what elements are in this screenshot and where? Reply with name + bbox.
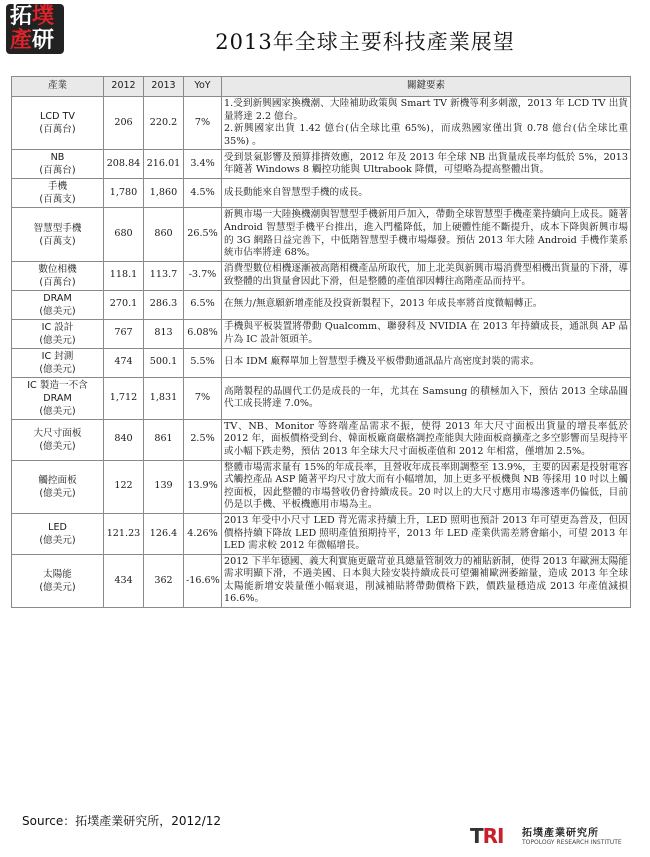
value-2013: 813 — [144, 319, 184, 348]
industry-name: 大尺寸面板 — [33, 427, 82, 439]
industry-cell — [12, 319, 104, 348]
industry-unit: (百萬台) — [39, 165, 76, 177]
key-factors: 在無力/無意願新增產能及投資新製程下，2013 年成長率將首度微幅轉正。 — [222, 290, 631, 319]
value-2012: 474 — [104, 348, 144, 377]
industry-unit: (億美元) — [39, 534, 76, 546]
header-2012: 2012 — [104, 77, 144, 97]
value-2012: 121.23 — [104, 513, 144, 554]
table-row — [12, 460, 631, 513]
yoy-value: 6.5% — [184, 290, 222, 319]
tri-mark-ri: RI — [482, 824, 504, 848]
industry-unit: (億美元) — [39, 363, 76, 375]
table-row — [12, 290, 631, 319]
value-2013: 860 — [144, 208, 184, 261]
yoy-value: 4.5% — [184, 179, 222, 208]
industry-unit: (億美元) — [39, 581, 76, 593]
industry-cell — [12, 419, 104, 460]
industry-unit: (億美元) — [39, 405, 76, 417]
key-factors: 消費型數位相機逐漸被高階相機產品所取代，加上北美與新興市場消費型相機出貨量的下滑，導致整體的出貨量會因此下滑，但是整體的產值卻因轉往高階產品而持平。 — [222, 261, 631, 290]
key-factors: 整體市場需求量有 15%的年成長率，且營收年成長率則調整至 13.9%，主要的因素是投射電容式觸控產品 ASP 隨著平均尺寸放大而有小幅增加，加上更多平板機與 NB 等採用 10 吋以上觸控面板，因此整體的市場營收仍會持續成長。20 吋以上的大尺寸應用市場滲透率仍偏低，目前仍是以手機、平板機應用市場為主。 — [222, 460, 631, 513]
industry-cell — [12, 554, 104, 607]
table-row — [12, 179, 631, 208]
key-factors: 高階製程的晶圓代工仍是成長的一年，尤其在 Samsung 的積極加入下，預估 2013 全球晶圓代工成長將達 7.0%。 — [222, 377, 631, 419]
industry-outlook-table — [11, 76, 631, 608]
key-factors: 受到景氣影響及預算排擠效應，2012 年及 2013 年全球 NB 出貨量成長率均低於 5%，2013 年隨著 Windows 8 觸控功能與 Ultrabook 降價，可望略為提高整體出貨。 — [222, 150, 631, 179]
key-factors: 成長動能來自智慧型手機的成長。 — [222, 179, 631, 208]
value-2012: 1,712 — [104, 377, 144, 419]
value-2013: 362 — [144, 554, 184, 607]
industry-cell — [12, 513, 104, 554]
source-note: Source：拓墣產業研究所，2012/12 — [22, 814, 222, 828]
industry-name: 太陽能 — [43, 568, 72, 580]
value-2013: 286.3 — [144, 290, 184, 319]
yoy-value: -16.6% — [184, 554, 222, 607]
industry-unit: (億美元) — [39, 440, 76, 452]
table-row — [12, 261, 631, 290]
value-2012: 270.1 — [104, 290, 144, 319]
key-factors: 2012 下半年德國、義大利實施更嚴苛並具總量管制效力的補貼新制，使得 2013 年歐洲太陽能需求明顯下滑，不過美國、日本與大陸安裝持續成長可望彌補歐洲萎縮量，造成 2013 年全球太陽能新增安裝量僅小幅衰退，削減補貼將帶動價格下跌，價跌量穩造成 2013 年產值減損 16.6%。 — [222, 554, 631, 607]
topology-logo: 拓墣 產研 — [6, 4, 64, 54]
industry-name: 數位相機 — [38, 263, 77, 275]
key-factors: TV、NB、Monitor 等終端產品需求不振，使得 2013 年大尺寸面板出貨量的增長率低於 2012 年，面板價格受到台、韓面板廠商嚴格調控產能與大陸面板商擴產之多空影響而呈現持平或小幅下跌走勢，預估 2013 年全球大尺寸面板產值和 2012 年相當，僅增加 2.5%。 — [222, 419, 631, 460]
table-row — [12, 348, 631, 377]
value-2012: 208.84 — [104, 150, 144, 179]
value-2013: 126.4 — [144, 513, 184, 554]
table-header-row — [12, 77, 631, 97]
industry-name: 智慧型手機 — [33, 222, 82, 234]
yoy-value: 13.9% — [184, 460, 222, 513]
key-factors: 手機與平板裝置將帶動 Qualcomm、聯發科及 NVIDIA 在 2013 年持續成長，通訊與 AP 晶片為 IC 設計領頭羊。 — [222, 319, 631, 348]
key-factors: 新興市場一大陸換機潮與智慧型手機新用戶加入，帶動全球智慧型手機產業持續向上成長。隨著 Android 智慧型手機平台推出，進入門檻降低，加上硬體性能不斷提升，成本下降與新興市場的 3G 網路日益完善下，中低階智慧型手機市場爆發。預估 2013 年大陸 Android 手機作業系統市佔率將達 68%。 — [222, 208, 631, 261]
table-row — [12, 208, 631, 261]
industry-name: LED — [48, 521, 67, 533]
industry-unit: (億美元) — [39, 487, 76, 499]
table-row — [12, 513, 631, 554]
value-2013: 1,831 — [144, 377, 184, 419]
industry-unit: (百萬台) — [39, 124, 76, 136]
tri-mark — [470, 824, 504, 848]
header-2013: 2013 — [144, 77, 184, 97]
page-title: 2013年全球主要科技產業展望 — [215, 30, 515, 54]
industry-cell — [12, 290, 104, 319]
table-row — [12, 554, 631, 607]
value-2012: 206 — [104, 97, 144, 150]
tri-english-name: TOPOLOGY RESEARCH INSTITUTE — [522, 839, 622, 846]
industry-name: IC 封測 — [41, 350, 74, 362]
key-factors: 2013 年受中小尺寸 LED 背光需求持續上升，LED 照明也預計 2013 年可望更為普及，但因價格持續下降故 LED 照明產值預期持平，2013 年 LED 產業供需差將會縮小，可望 2013 年 LED 需求較 2012 年微幅增長。 — [222, 513, 631, 554]
industry-cell — [12, 97, 104, 150]
key-factors: 日本 IDM 廠釋單加上智慧型手機及平板帶動通訊晶片高密度封裝的需求。 — [222, 348, 631, 377]
yoy-value: 5.5% — [184, 348, 222, 377]
header-yoy: YoY — [184, 77, 222, 97]
value-2012: 434 — [104, 554, 144, 607]
value-2013: 139 — [144, 460, 184, 513]
value-2013: 1,860 — [144, 179, 184, 208]
yoy-value: 4.26% — [184, 513, 222, 554]
industry-name: IC 製造一不含 DRAM — [27, 379, 88, 404]
yoy-value: 2.5% — [184, 419, 222, 460]
yoy-value: 7% — [184, 97, 222, 150]
table-row — [12, 377, 631, 419]
industry-name: 觸控面板 — [38, 474, 77, 486]
industry-name: 手機 — [47, 181, 68, 193]
tri-mark-t: T — [470, 824, 483, 848]
value-2012: 840 — [104, 419, 144, 460]
industry-unit: (億美元) — [39, 305, 76, 317]
tri-footer-logo — [470, 822, 646, 852]
industry-cell — [12, 261, 104, 290]
industry-cell — [12, 179, 104, 208]
industry-unit: (百萬支) — [39, 235, 76, 247]
industry-unit: (億美元) — [39, 334, 76, 346]
value-2012: 680 — [104, 208, 144, 261]
industry-name: NB — [50, 152, 65, 164]
value-2013: 220.2 — [144, 97, 184, 150]
value-2013: 216.01 — [144, 150, 184, 179]
industry-cell — [12, 377, 104, 419]
industry-name: DRAM — [43, 292, 72, 304]
value-2012: 118.1 — [104, 261, 144, 290]
table-row — [12, 319, 631, 348]
yoy-value: 7% — [184, 377, 222, 419]
header-key-factors: 關鍵要素 — [222, 77, 631, 97]
value-2013: 113.7 — [144, 261, 184, 290]
industry-name: IC 設計 — [41, 321, 74, 333]
table-row — [12, 97, 631, 150]
yoy-value: 3.4% — [184, 150, 222, 179]
yoy-value: 26.5% — [184, 208, 222, 261]
industry-cell — [12, 348, 104, 377]
table-row — [12, 150, 631, 179]
key-factors: 1.受到新興國家換機潮、大陸補助政策與 Smart TV 新機等利多刺激，2013 年 LCD TV 出貨量將達 2.2 億台。 2.新興國家出貨 1.42 億台(佔全球比重 65%)，而成熟國家僅出貨 0.78 億台(佔全球比重 35%) 。 — [222, 97, 631, 150]
tri-name: 拓墣產業研究所 — [522, 828, 599, 839]
industry-unit: (百萬支) — [39, 194, 76, 206]
industry-cell — [12, 460, 104, 513]
header-industry: 產業 — [12, 77, 104, 97]
value-2012: 767 — [104, 319, 144, 348]
industry-cell — [12, 150, 104, 179]
industry-cell — [12, 208, 104, 261]
value-2012: 122 — [104, 460, 144, 513]
table-row — [12, 419, 631, 460]
yoy-value: 6.08% — [184, 319, 222, 348]
value-2013: 500.1 — [144, 348, 184, 377]
industry-unit: (百萬台) — [39, 276, 76, 288]
industry-name: LCD TV — [40, 111, 75, 123]
yoy-value: -3.7% — [184, 261, 222, 290]
value-2013: 861 — [144, 419, 184, 460]
value-2012: 1,780 — [104, 179, 144, 208]
